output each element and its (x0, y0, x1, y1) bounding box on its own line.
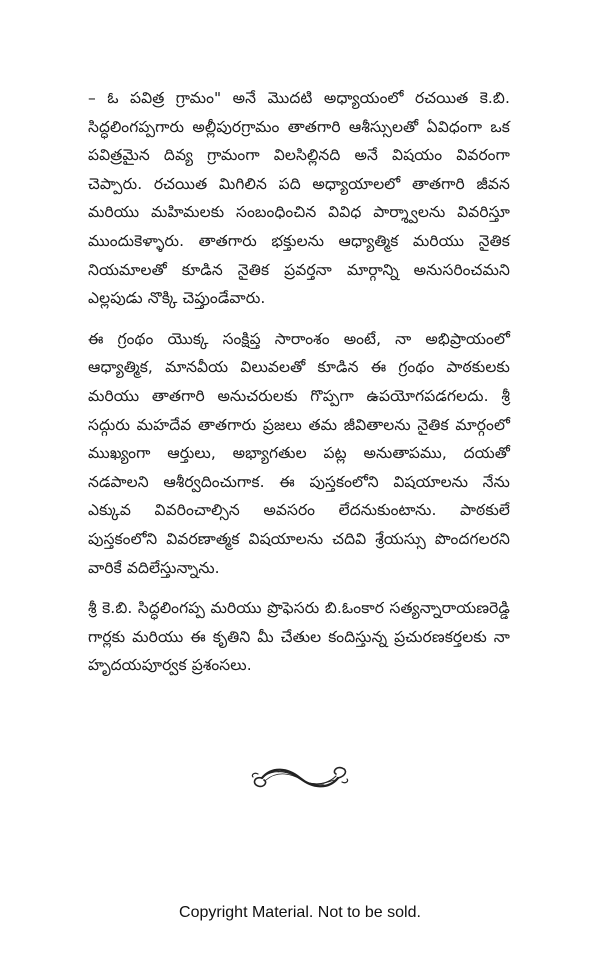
flourish-divider-icon (248, 764, 352, 792)
paragraph-acknowledgement: శ్రీ కె.బి. సిద్ధలింగప్ప మరియు ప్రొఫెసరు బి.ఓంకార సత్యన్నారాయణరెడ్డి గార్లకు మరియు ఈ కృతిని మీ చేతుల కందిస్తున్న ప్రచురణకర్తలకు నా హృదయపూర్వక ప్రశంసలు. (88, 599, 510, 675)
copyright-footer: Copyright Material. Not to be sold. (179, 904, 421, 921)
page-body (88, 84, 510, 692)
paragraph-chapter-summary: – ఓ పవిత్ర గ్రామం" అనే మొదటి అధ్యాయంలో రచయిత కె.బి. సిద్ధలింగప్పగారు అల్లీపురగ్రామం తాతగారి ఆశీస్సులతో ఏవిధంగా ఒక పవిత్రమైన దివ్య గ్రామంగా విలసిల్లినది అనే విషయం వివరంగా చెప్పారు. రచయిత మిగిలిన పది అధ్యాయాలలో తాతగారి జీవన మరియు మహిమలకు సంబంధించిన వివిధ పార్శ్వాలను వివరిస్తూ ముందుకెళ్ళారు. తాతగారు భక్తులను ఆధ్యాత్మిక మరియు నైతిక నియమాలతో కూడిన నైతిక ప్రవర్తనా మార్గాన్ని అనుసరించమని ఎల్లపుడు నొక్కి చెప్తుండేవారు. (88, 89, 510, 308)
paragraph-book-summary: ఈ గ్రంథం యొక్క సంక్షిప్త సారాంశం అంటే, నా అభిప్రాయంలో ఆధ్యాత్మిక, మానవీయ విలువలతో కూడిన ఈ గ్రంథం పాఠకులకు మరియు తాతగారి అనుచరులకు గొప్పగా ఉపయోగపడగలదు. శ్రీ సద్గురు మహదేవ తాతగారు ప్రజలు తమ జీవితాలను నైతిక మార్గంలో ముఖ్యంగా ఆర్తులు, అభ్యాగతుల పట్ల అనుతాపము, దయతో నడపాలని ఆశీర్వదించుగాక. ఈ పుస్తకంలోని విషయాలను నేను ఎక్కువ వివరించాల్సిన అవసరం లేదనుకుంటాను. పాఠకులే పుస్తకంలోని వివరణాత్మక విషయాలను చదివి శ్రేయస్సు పొందగలరని వారికే వదిలేస్తున్నాను. (88, 329, 510, 577)
